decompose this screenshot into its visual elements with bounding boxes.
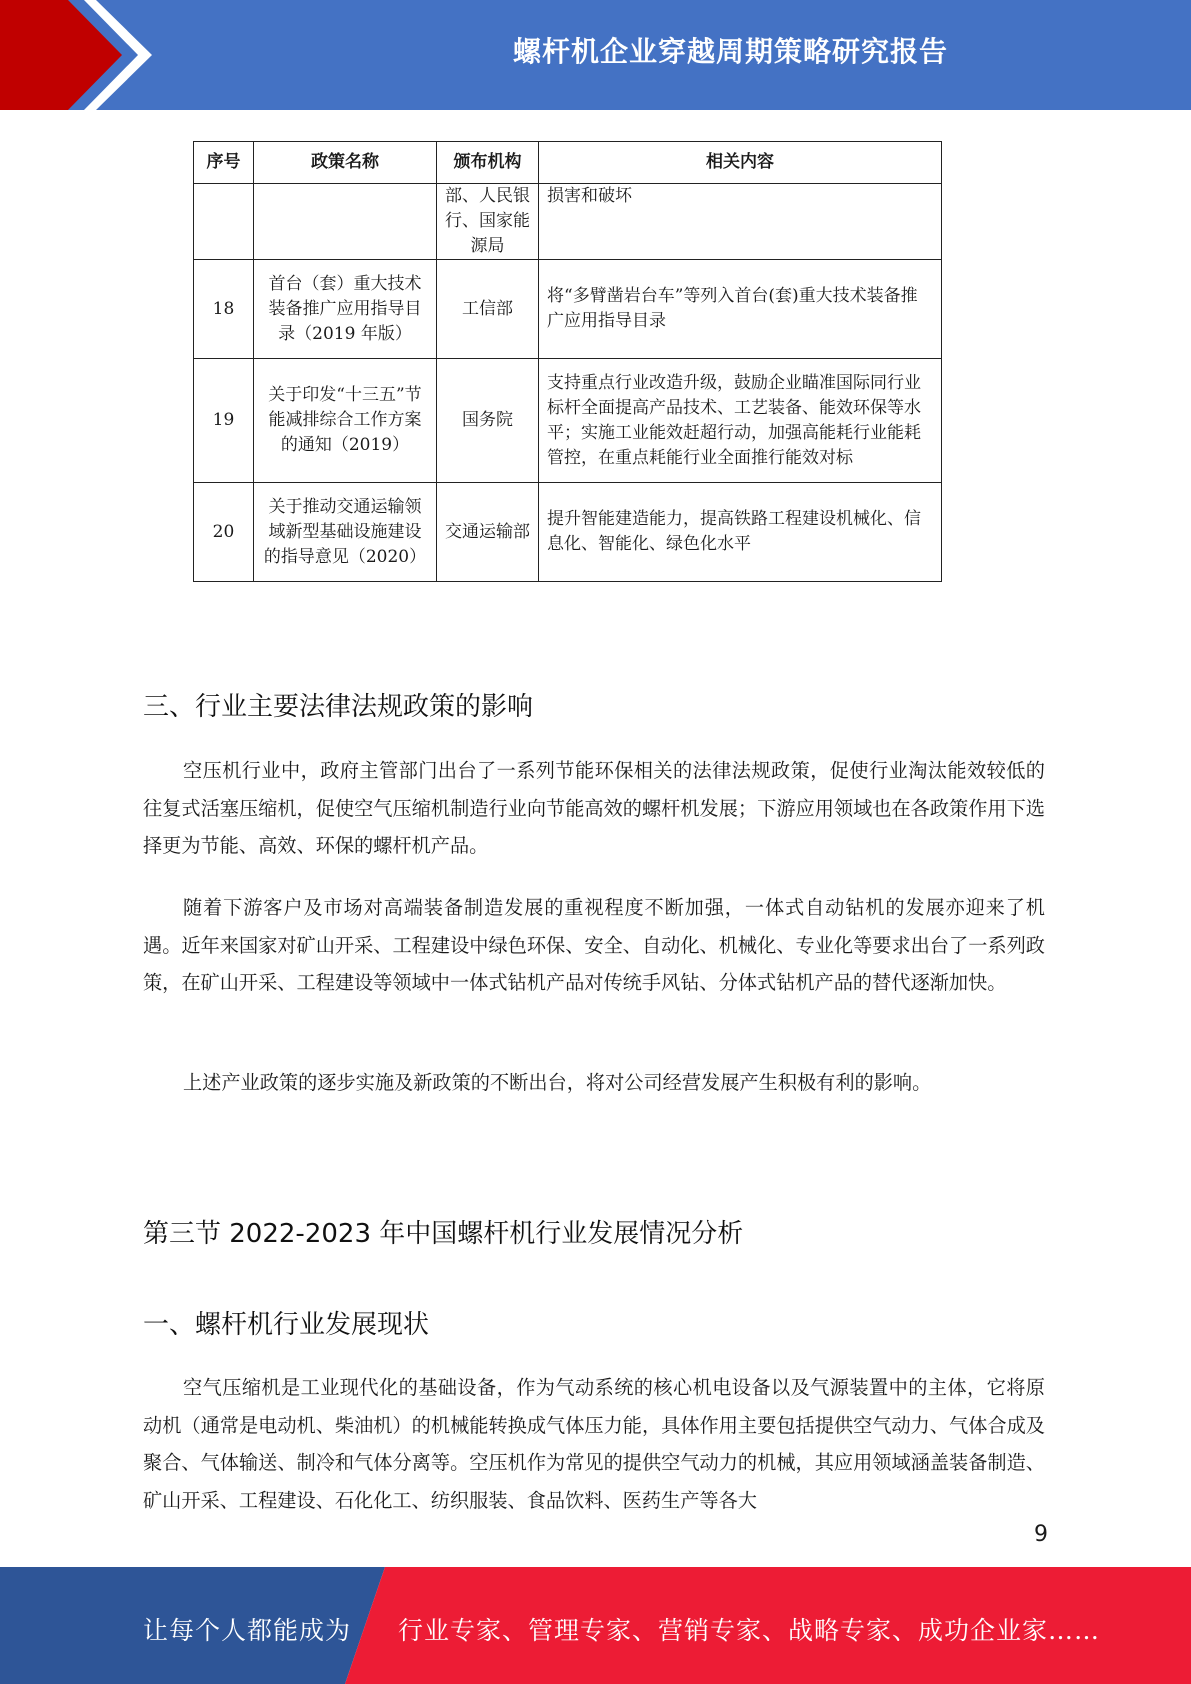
footer-slogan-left: 让每个人都能成为 (143, 1616, 352, 1645)
cell-number (194, 184, 254, 260)
cell-number: 18 (194, 260, 254, 359)
table-row (194, 184, 942, 260)
cell-policy-name: 关于推动交通运输领域新型基础设施建设的指导意见（2020） (254, 483, 437, 582)
chapter-heading: 第三节 2022-2023 年中国螺杆机行业发展情况分析 (143, 1219, 744, 1249)
footer-slogan-right: 行业专家、管理专家、营销专家、战略专家、成功企业家…… (398, 1616, 1101, 1645)
page-number: 9 (1034, 1522, 1048, 1547)
cell-agency: 工信部 (437, 260, 539, 359)
table-row (194, 359, 942, 483)
report-title: 螺杆机企业穿越周期策略研究报告 (512, 35, 948, 68)
column-header-content: 相关内容 (539, 142, 942, 184)
cell-agency: 部、人民银行、国家能源局 (437, 184, 539, 260)
table-row (194, 260, 942, 359)
cell-content: 提升智能建造能力，提高铁路工程建设机械化、信息化、智能化、绿色化水平 (539, 483, 942, 582)
cell-number: 20 (194, 483, 254, 582)
cell-policy-name: 首台（套）重大技术装备推广应用指导目录（2019 年版） (254, 260, 437, 359)
column-header-agency: 颁布机构 (437, 142, 539, 184)
policy-table (193, 141, 942, 582)
column-header-number: 序号 (194, 142, 254, 184)
cell-content: 将“多臂凿岩台车”等列入首台(套)重大技术装备推广应用指导目录 (539, 260, 942, 359)
page-header (0, 0, 1191, 110)
cell-content: 支持重点行业改造升级，鼓励企业瞄准国际同行业标杆全面提高产品技术、工艺装备、能效环保等水平；实施工业能效赶超行动，加强高能耗行业能耗管控，在重点耗能行业全面推行能效对标 (539, 359, 942, 483)
cell-policy-name (254, 184, 437, 260)
table-row (194, 483, 942, 582)
cell-policy-name: 关于印发“十三五”节能减排综合工作方案的通知（2019） (254, 359, 437, 483)
body-paragraph: 空压机行业中，政府主管部门出台了一系列节能环保相关的法律法规政策，促使行业淘汰能效较低的往复式活塞压缩机，促使空气压缩机制造行业向节能高效的螺杆机发展；下游应用领域也在各政策作用下选择更为节能、高效、环保的螺杆机产品。 (143, 759, 1045, 857)
page-footer (0, 1567, 1191, 1684)
column-header-policy-name: 政策名称 (254, 142, 437, 184)
body-paragraph: 随着下游客户及市场对高端装备制造发展的重视程度不断加强，一体式自动钻机的发展亦迎来了机遇。近年来国家对矿山开采、工程建设中绿色环保、安全、自动化、机械化、专业化等要求出台了一系列政策，在矿山开采、工程建设等领域中一体式钻机产品对传统手风钻、分体式钻机产品的替代逐渐加快。 (143, 896, 1045, 994)
cell-number: 19 (194, 359, 254, 483)
table-header-row (194, 142, 942, 184)
cell-agency: 交通运输部 (437, 483, 539, 582)
cell-content: 损害和破坏 (539, 184, 942, 260)
cell-agency: 国务院 (437, 359, 539, 483)
body-paragraph: 上述产业政策的逐步实施及新政策的不断出台，将对公司经营发展产生积极有利的影响。 (183, 1071, 932, 1094)
section-heading-development-status: 一、螺杆机行业发展现状 (143, 1310, 430, 1340)
body-paragraph: 空气压缩机是工业现代化的基础设备，作为气动系统的核心机电设备以及气源装置中的主体，它将原动机（通常是电动机、柴油机）的机械能转换成气体压力能，具体作用主要包括提供空气动力、气体合成及聚合、气体输送、制冷和气体分离等。空压机作为常见的提供空气动力的机械，其应用领域涵盖装备制造、矿山开采、工程建设、石化化工、纺织服装、食品饮料、医药生产等各大 (143, 1376, 1045, 1512)
section-heading-policy-impact: 三、行业主要法律法规政策的影响 (143, 692, 534, 722)
